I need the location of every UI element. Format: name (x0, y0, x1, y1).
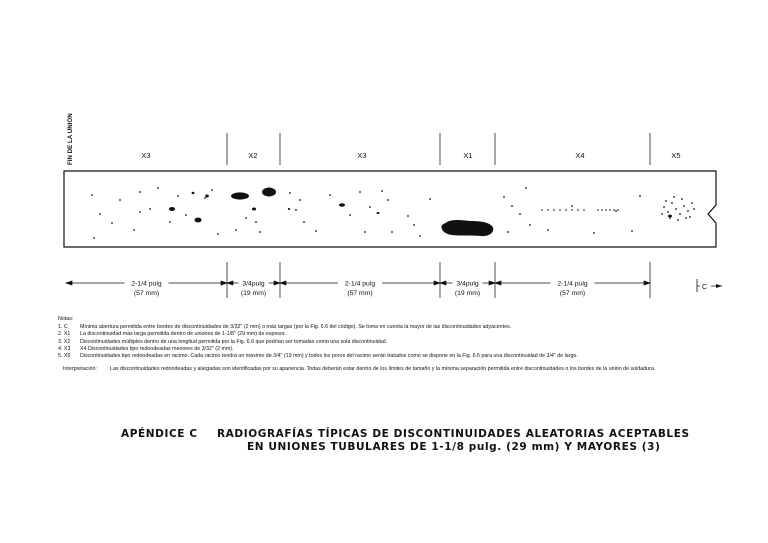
note-id: 2. X1 (58, 331, 71, 338)
note-text: Discontinuidades tipo redondeadas en racimo. Cada racimo tendrá un máximo de 3/4" (19 mm) y todos los poros del racimo serán tratados como se dispone en la Fig. 6.6 para una discontinuidad de 3/4" de largo. (80, 353, 578, 360)
interpretation (63, 366, 748, 373)
aligned-indication (583, 209, 585, 211)
cluster-pore (661, 213, 663, 215)
cluster-pore (689, 216, 691, 218)
x2-indication (205, 195, 209, 198)
rounded-indication (359, 191, 361, 193)
rounded-indication (349, 214, 351, 216)
cluster-pore (677, 219, 679, 221)
rounded-indication (211, 189, 213, 191)
weld-strip (64, 171, 716, 247)
cluster-pore (665, 200, 667, 202)
rounded-indication (119, 199, 121, 201)
small-indication (377, 212, 380, 214)
cluster-pore (693, 208, 695, 210)
dimension-metric: (19 mm) (240, 290, 267, 297)
caption-line1: RADIOGRAFÍAS TÍPICAS DE DISCONTINUIDADES ALEATORIAS ACEPTABLES (217, 428, 690, 440)
rounded-indication (391, 231, 393, 233)
zone-label: X4 (575, 151, 585, 160)
x2-indication (262, 188, 276, 197)
rounded-indication (235, 229, 237, 231)
rounded-indication (631, 230, 633, 232)
rounded-indication (413, 224, 415, 226)
aligned-indication (553, 209, 555, 211)
cluster-pore (673, 196, 675, 198)
dimension-labels (125, 278, 595, 297)
end-marker-arrowhead (716, 284, 722, 288)
dimension-arrowhead (227, 281, 233, 285)
rounded-indication (255, 221, 257, 223)
note-item (58, 339, 748, 346)
aligned-indication (613, 209, 615, 211)
rounded-indication (133, 229, 135, 231)
rounded-indication (364, 231, 366, 233)
note-item (58, 346, 748, 353)
dimension-imperial: 2-1/4 pulg (557, 280, 588, 288)
rounded-indication (529, 224, 531, 226)
rounded-indication (387, 199, 389, 201)
cluster-pore (668, 215, 672, 218)
dimension-metric: (19 mm) (454, 290, 481, 297)
rounded-indication (503, 196, 505, 198)
interpretation-text: Las discontinuidades redondeadas y alargadas son identificadas por su apariencia. Todas deberán estar dentro de los límites de tamaño y la mínima separación permitida entre discontinuidades o los bordes de la unión de soldadura. (110, 366, 656, 373)
cluster-pore (663, 206, 665, 208)
rounded-indication (169, 221, 171, 223)
cluster-pore (691, 202, 693, 204)
aligned-indication (577, 209, 579, 211)
small-indication (169, 207, 175, 211)
note-id: 1. C (58, 324, 68, 331)
aligned-indication (565, 209, 567, 211)
dimension-arrowhead (440, 281, 446, 285)
dimension-arrowhead (66, 281, 72, 285)
rounded-indication (259, 231, 261, 233)
rounded-indication (369, 206, 371, 208)
note-text: X4 Discontinuidades tipo redondeadas menores de 3/32" (2 mm). (80, 345, 234, 352)
note-id: 3. X2 (58, 338, 71, 345)
rounded-indication (525, 187, 527, 189)
note-item (58, 324, 748, 331)
rounded-indication (91, 194, 93, 196)
rounded-indication (177, 195, 179, 197)
rounded-indication (245, 217, 247, 219)
rounded-indication (429, 198, 431, 200)
rounded-indication (139, 211, 141, 213)
rounded-indication (547, 229, 549, 231)
dimension-imperial: 2-1/4 pulg (344, 280, 376, 288)
note-id: 4. X3 (58, 345, 71, 352)
cluster-pore (679, 213, 681, 215)
dimension-arrowhead (280, 281, 286, 285)
caption-line2: EN UNIONES TUBULARES DE 1-1/8 pulg. (29 mm) Y MAYORES (3) (247, 441, 661, 453)
notes-section (58, 316, 748, 373)
dimension-arrowhead (495, 281, 501, 285)
rounded-indication (93, 237, 95, 239)
aligned-indication (617, 209, 619, 211)
zone-label: X2 (248, 151, 258, 160)
rounded-indication (329, 194, 331, 196)
cluster-pore (671, 202, 673, 204)
rounded-indication (419, 235, 421, 237)
note-item (58, 353, 748, 360)
rounded-indication (299, 199, 301, 201)
rounded-indication (111, 222, 113, 224)
joint-end-label: FIN DE LA UNIÓN (67, 113, 74, 165)
note-text: La discontinuidad más larga permitida dentro de uniones de 1-1/8" (29 mm) de espesor. (80, 331, 286, 338)
zone-label: X3 (357, 151, 367, 160)
notes-heading: Notas: (58, 316, 74, 322)
dimension-imperial: 2-1/4 pulg (131, 280, 162, 288)
cluster-pore (683, 205, 685, 207)
aligned-indication (547, 209, 549, 211)
dimension-metric: (57 mm) (133, 290, 160, 297)
rounded-indication (149, 208, 151, 210)
rounded-indication (295, 209, 297, 211)
cluster-pore (685, 217, 687, 219)
rounded-indication (407, 215, 409, 217)
cluster-pore (681, 198, 683, 200)
rounded-indication (139, 191, 141, 193)
cluster-pore (687, 210, 689, 212)
rounded-indication (99, 213, 101, 215)
dimension-arrowhead (644, 281, 650, 285)
x2-indication (192, 192, 195, 194)
rounded-indication (185, 214, 187, 216)
note-id: 5. X5 (58, 353, 71, 360)
zone-labels (141, 151, 680, 160)
aligned-indication (601, 209, 603, 211)
small-indication (288, 208, 290, 210)
rounded-indication (289, 192, 291, 194)
zone-dividers (227, 133, 650, 165)
aligned-indication (571, 209, 573, 211)
cluster-pore (667, 211, 669, 213)
aligned-indication (609, 209, 611, 211)
dimension-imperial: 3/4pulg (456, 280, 479, 288)
note-text: Mínima abertura permitida entre bordes de discontinuidades de 3/32" (2 mm) o más largas (por la Fig. 6.6 del código). Se toma en cuenta la mayor de las discontinuidades adyacentes. (80, 324, 512, 331)
caption-label: APÉNDICE C (121, 428, 198, 440)
rounded-indication (315, 230, 317, 232)
note-item (58, 331, 748, 338)
small-indication (195, 218, 202, 223)
rounded-indication (571, 205, 573, 207)
aligned-indication (605, 209, 607, 211)
rounded-indication (519, 213, 521, 215)
note-text: Discontinuidades múltiples dentro de una longitud permitida por la Fig. 6.6 que podrían ser tomadas como una sola discontinuidad. (80, 338, 388, 345)
rounded-indication (217, 233, 219, 235)
aligned-indication (597, 209, 599, 211)
rounded-indication (157, 187, 159, 189)
rounded-indication (615, 210, 617, 212)
rounded-indication (303, 221, 305, 223)
cluster-pore (675, 208, 677, 210)
rounded-indication (507, 231, 509, 233)
small-indication (252, 208, 256, 211)
dimension-metric: (57 mm) (347, 290, 373, 297)
rounded-indication (593, 232, 595, 234)
zone-label: X1 (463, 151, 473, 160)
zone-label: X3 (141, 151, 151, 160)
dimension-metric: (57 mm) (559, 290, 586, 297)
small-indication (339, 203, 345, 207)
rounded-indication (511, 205, 513, 207)
aligned-indication (559, 209, 561, 211)
x2-indication (231, 192, 249, 199)
zone-label: X5 (671, 151, 681, 160)
interpretation-label: Interpretación: (63, 366, 97, 373)
rounded-indication (381, 190, 383, 192)
aligned-indication (541, 209, 543, 211)
rounded-indication (204, 197, 206, 199)
rounded-indication (639, 195, 641, 197)
end-marker-label: C (702, 284, 708, 291)
dimension-imperial: 3/4pulg (242, 280, 265, 288)
